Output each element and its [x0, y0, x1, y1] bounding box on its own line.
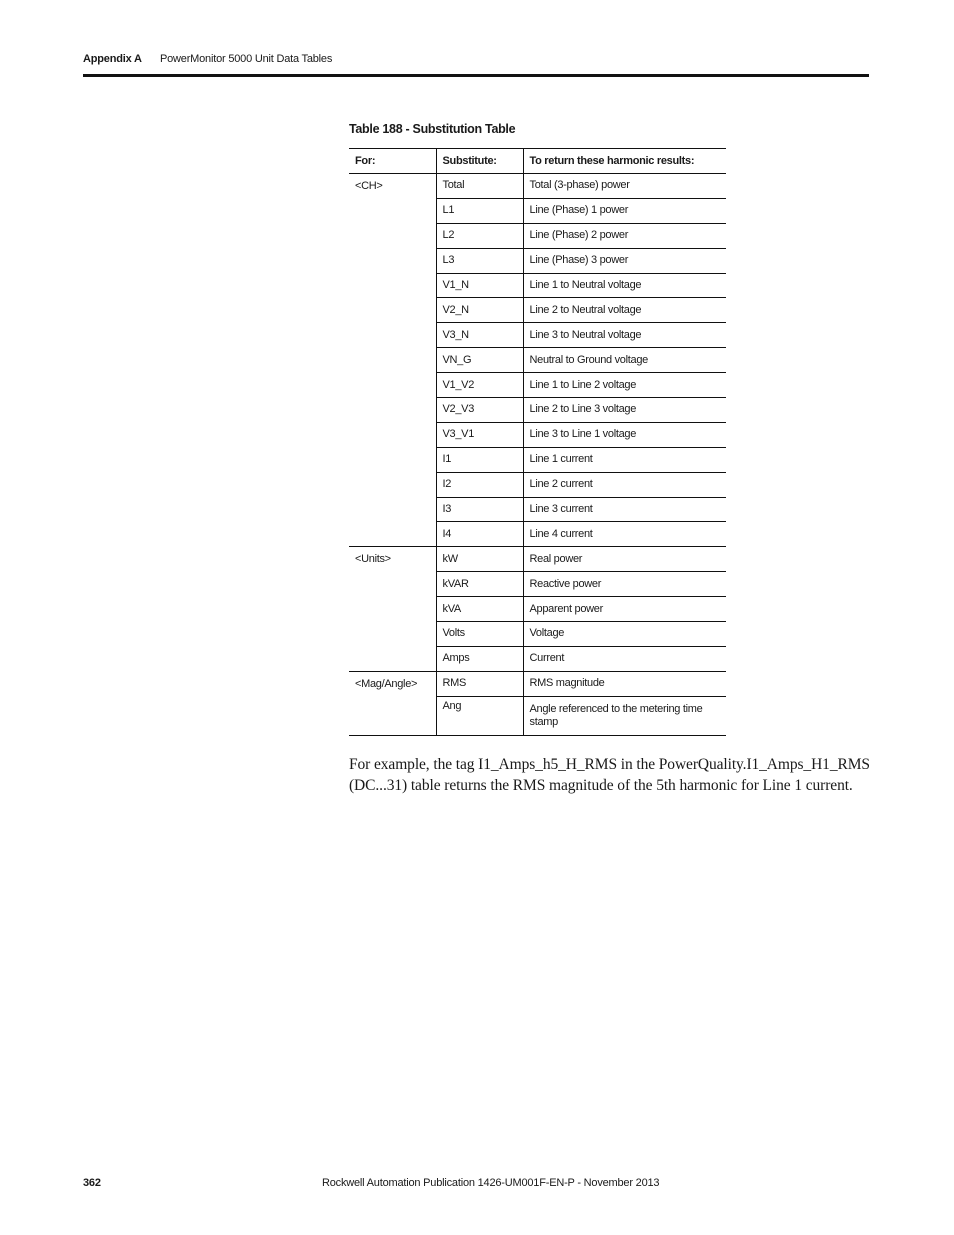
result-cell: Reactive power: [523, 572, 726, 597]
substitution-table: [349, 148, 726, 736]
result-cell: Current: [523, 646, 726, 671]
result-cell: Line 1 current: [523, 447, 726, 472]
result-cell: Real power: [523, 547, 726, 572]
table-row: [349, 671, 726, 696]
substitute-cell: V1_N: [436, 273, 523, 298]
substitute-cell: Ang: [436, 696, 523, 735]
page-header: [83, 53, 868, 65]
publication-info: Rockwell Automation Publication 1426-UM001F-EN-P - November 2013: [322, 1177, 660, 1189]
result-cell: RMS magnitude: [523, 671, 726, 696]
substitute-cell: I3: [436, 497, 523, 522]
substitute-cell: V2_N: [436, 298, 523, 323]
result-cell: Line 1 to Neutral voltage: [523, 273, 726, 298]
group-label: <CH>: [349, 174, 436, 547]
substitute-cell: L3: [436, 248, 523, 273]
substitute-cell: kVAR: [436, 572, 523, 597]
result-cell: Apparent power: [523, 597, 726, 622]
substitute-cell: V3_V1: [436, 422, 523, 447]
substitute-cell: Total: [436, 174, 523, 199]
result-cell: Line 4 current: [523, 522, 726, 547]
substitute-cell: RMS: [436, 671, 523, 696]
chapter-title: PowerMonitor 5000 Unit Data Tables: [160, 53, 333, 65]
substitute-cell: kVA: [436, 597, 523, 622]
column-header-substitute: Substitute:: [436, 149, 523, 174]
result-cell: Total (3-phase) power: [523, 174, 726, 199]
table-row: [349, 547, 726, 572]
appendix-label: Appendix A: [83, 53, 142, 65]
result-cell: Line (Phase) 1 power: [523, 198, 726, 223]
substitute-cell: V1_V2: [436, 373, 523, 398]
result-cell: Line 3 current: [523, 497, 726, 522]
table-row: [349, 174, 726, 199]
result-cell: Line 2 current: [523, 472, 726, 497]
column-header-results: To return these harmonic results:: [523, 149, 726, 174]
table-body: [349, 174, 726, 736]
substitute-cell: I4: [436, 522, 523, 547]
result-cell: Line (Phase) 2 power: [523, 223, 726, 248]
substitute-cell: V2_V3: [436, 398, 523, 423]
page-number: 362: [83, 1177, 101, 1189]
result-cell: Angle referenced to the metering time stamp: [523, 696, 726, 735]
substitute-cell: VN_G: [436, 348, 523, 373]
group-label: <Mag/Angle>: [349, 671, 436, 735]
substitute-cell: Amps: [436, 646, 523, 671]
result-cell: Line 3 to Line 1 voltage: [523, 422, 726, 447]
example-paragraph: For example, the tag I1_Amps_h5_H_RMS in the PowerQuality.I1_Amps_H1_RMS (DC...31) table returns the RMS magnitude of the 5th harmonic for Line 1 current.: [349, 756, 870, 794]
substitute-cell: L1: [436, 198, 523, 223]
substitute-cell: Volts: [436, 622, 523, 647]
result-cell: Line (Phase) 3 power: [523, 248, 726, 273]
result-cell: Neutral to Ground voltage: [523, 348, 726, 373]
result-cell: Line 2 to Line 3 voltage: [523, 398, 726, 423]
result-cell: Line 2 to Neutral voltage: [523, 298, 726, 323]
group-label: <Units>: [349, 547, 436, 671]
substitute-cell: V3_N: [436, 323, 523, 348]
substitute-cell: L2: [436, 223, 523, 248]
result-cell: Line 1 to Line 2 voltage: [523, 373, 726, 398]
table-title: Table 188 - Substitution Table: [349, 122, 516, 136]
column-header-for: For:: [349, 149, 436, 174]
table-header-row: [349, 149, 726, 174]
header-divider: [83, 74, 869, 77]
result-cell: Voltage: [523, 622, 726, 647]
substitute-cell: I2: [436, 472, 523, 497]
substitute-cell: I1: [436, 447, 523, 472]
result-cell: Line 3 to Neutral voltage: [523, 323, 726, 348]
substitute-cell: kW: [436, 547, 523, 572]
